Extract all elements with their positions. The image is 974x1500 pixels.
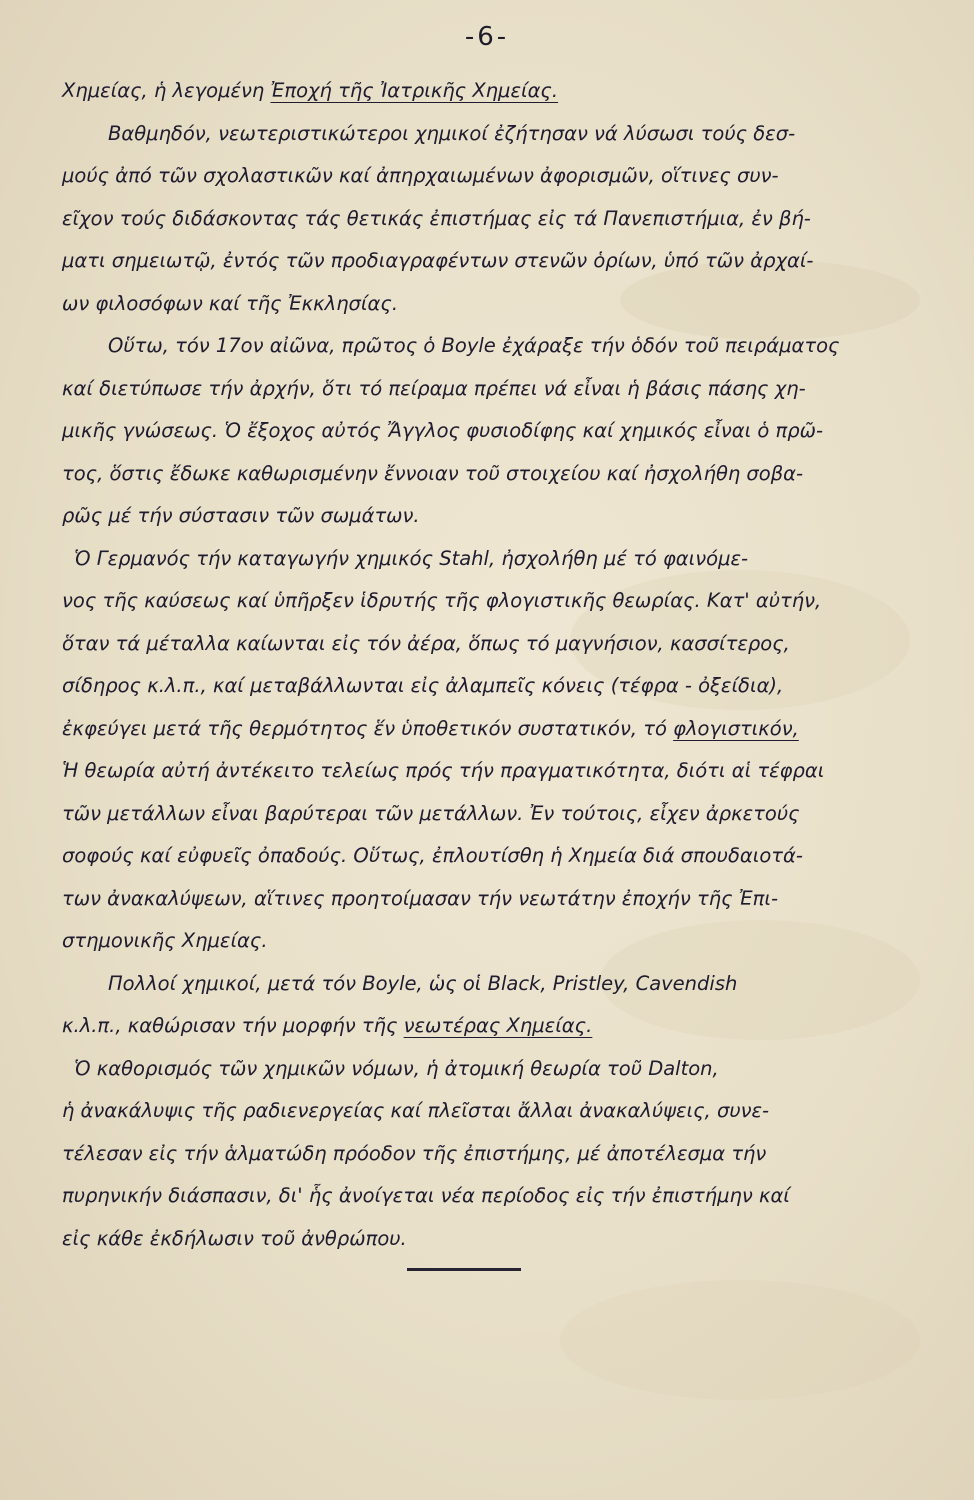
text-line: κ.λ.π., καθώρισαν τήν μορφήν τῆς νεωτέρας Χημείας. bbox=[62, 1014, 593, 1037]
underlined-phrase: νεωτέρας Χημείας. bbox=[403, 1014, 593, 1037]
body-text bbox=[62, 70, 942, 1260]
text-line: Χημείας, ἡ λεγομένη Ἐποχή τῆς Ἰατρικῆς Χημείας. bbox=[62, 79, 559, 102]
text-line: νος τῆς καύσεως καί ὑπῆρξεν ἱδρυτής τῆς φλογιστικῆς θεωρίας. Κατ' αὐτήν, bbox=[62, 589, 822, 612]
text-line: πυρηνικήν διάσπασιν, δι' ἧς ἀνοίγεται νέα περίοδος εἰς τήν ἐπιστήμην καί bbox=[62, 1184, 790, 1207]
text-line: σίδηρος κ.λ.π., καί μεταβάλλωνται εἰς ἀλαμπεῖς κόνεις (τέφρα - ὀξείδια), bbox=[62, 674, 784, 697]
text-line: των ἀνακαλύψεων, αἵτινες προητοίμασαν τήν νεωτάτην ἐποχήν τῆς Ἐπι- bbox=[62, 886, 778, 910]
text-line: Ὁ καθορισμός τῶν χημικῶν νόμων, ἡ ἀτομική θεωρία τοῦ Dalton, bbox=[74, 1056, 719, 1080]
text-line: τος, ὅστις ἔδωκε καθωρισμένην ἔννοιαν τοῦ στοιχείου καί ἠσχολήθη σοβα- bbox=[62, 461, 804, 485]
page-number: -6- bbox=[464, 22, 510, 52]
text-line: ων φιλοσόφων καί τῆς Ἐκκλησίας. bbox=[62, 291, 399, 315]
text-line: εῖχον τούς διδάσκοντας τάς θετικάς ἐπιστήμας εἰς τά Πανεπιστήμια, ἐν βή- bbox=[62, 206, 811, 230]
text-line: μικῆς γνώσεως. Ὁ ἔξοχος αὐτός Ἄγγλος φυσιοδίφης καί χημικός εἶναι ὁ πρῶ- bbox=[62, 419, 824, 442]
text-line: Βαθμηδόν, νεωτεριστικώτεροι χημικοί ἐζήτησαν νά λύσωσι τούς δεσ- bbox=[108, 121, 796, 145]
text-line: ὅταν τά μέταλλα καίωνται εἰς τόν ἀέρα, ὅπως τό μαγνήσιον, κασσίτερος, bbox=[62, 631, 790, 655]
text-line: καί διετύπωσε τήν ἀρχήν, ὅτι τό πείραμα πρέπει νά εἶναι ἡ βάσις πάσης χη- bbox=[62, 376, 806, 400]
text-line: Ὁ Γερμανός τήν καταγωγήν χημικός Stahl, ἠσχολήθη μέ τό φαινόμε- bbox=[74, 546, 749, 570]
text-line: ἐκφεύγει μετά τῆς θερμότητος ἕν ὑποθετικόν συστατικόν, τό φλογιστικόν, bbox=[62, 716, 799, 740]
text-line: ἡ ἀνακάλυψις τῆς ραδιενεργείας καί πλεῖσται ἄλλαι ἀνακαλύψεις, συνε- bbox=[62, 1099, 770, 1122]
text-line: μούς ἀπό τῶν σχολαστικῶν καί ἀπηρχαιωμένων ἀφορισμῶν, οἵτινες συν- bbox=[62, 164, 779, 187]
text-line: ματι σημειωτῷ, ἐντός τῶν προδιαγραφέντων στενῶν ὁρίων, ὑπό τῶν ἀρχαί- bbox=[62, 249, 814, 272]
text-line: Πολλοί χημικοί, μετά τόν Boyle, ὡς οἱ Black, Pristley, Cavendish bbox=[108, 971, 738, 995]
text-line: Ἡ θεωρία αὐτή ἀντέκειτο τελείως πρός τήν πραγματικότητα, διότι αἱ τέφραι bbox=[62, 759, 825, 782]
text-line: ρῶς μέ τήν σύστασιν τῶν σωμάτων. bbox=[62, 504, 420, 527]
text-line: εἰς κάθε ἐκδήλωσιν τοῦ ἀνθρώπου. bbox=[62, 1226, 407, 1250]
text-line: σοφούς καί εὐφυεῖς ὀπαδούς. Οὕτως, ἐπλουτίσθη ἡ Χημεία διά σπουδαιοτά- bbox=[62, 844, 803, 867]
section-divider bbox=[407, 1268, 521, 1271]
text-line: Οὕτω, τόν 17ον αἰῶνα, πρῶτος ὁ Boyle ἐχάραξε τήν ὁδόν τοῦ πειράματος bbox=[108, 334, 840, 357]
text-line: τῶν μετάλλων εἶναι βαρύτεραι τῶν μετάλλων. Ἐν τούτοις, εἶχεν ἀρκετούς bbox=[62, 801, 800, 825]
underlined-phrase: φλογιστικόν, bbox=[673, 716, 799, 740]
text-line: στημονικῆς Χημείας. bbox=[62, 929, 268, 952]
underlined-phrase: Ἐποχή τῆς Ἰατρικῆς Χημείας. bbox=[270, 79, 559, 102]
text-line: τέλεσαν εἰς τήν ἁλματώδη πρόοδον τῆς ἐπιστήμης, μέ ἀποτέλεσμα τήν bbox=[62, 1141, 767, 1165]
